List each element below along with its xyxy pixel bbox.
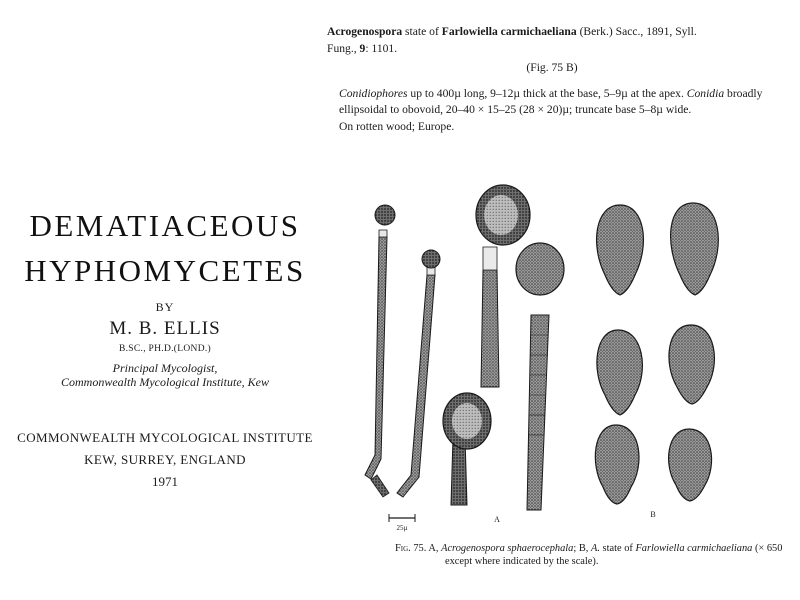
- habitat-text: On rotten wood; Europe.: [339, 119, 455, 133]
- caption-line1: [395, 542, 795, 555]
- conidium: [597, 205, 644, 295]
- heading-journal: Fung.,: [327, 41, 360, 55]
- conidiophore-a1: [365, 205, 395, 497]
- title-page: [0, 0, 330, 600]
- publisher-location: KEW, SURREY, ENGLAND: [84, 452, 246, 467]
- scale-bar: [389, 514, 415, 532]
- caption-magnification: (× 650: [752, 543, 783, 554]
- caption-line2: except where indicated by the scale).: [445, 556, 599, 567]
- scale-label: 25µ: [396, 524, 408, 532]
- publisher-name: COMMONWEALTH MYCOLOGICAL INSTITUTE: [17, 430, 313, 445]
- heading-species: Farlowiella carmichaeliana: [441, 25, 577, 38]
- species-description: [327, 24, 777, 135]
- caption-species-b: Farlowiella carmichaeliana: [635, 543, 753, 554]
- caption-species-b-genus: A.: [591, 543, 600, 554]
- caption-figure-number: Fig. 75.: [395, 543, 427, 554]
- book-title-line2: HYPHOMYCETES: [24, 253, 306, 288]
- conidium: [669, 325, 714, 404]
- species-heading: [327, 24, 777, 57]
- conidium: [597, 330, 643, 415]
- conidia-term: Conidia: [686, 86, 725, 100]
- conidiophores-text: up to 400µ long, 9–12µ thick at the base, 5–9µ at the apex.: [407, 86, 684, 100]
- figure-label-a: A: [494, 515, 500, 524]
- author-degrees: B.SC., PH.D.(LOND.): [119, 344, 211, 354]
- conidiophore-a2: [397, 250, 440, 497]
- figure-label-b: B: [650, 510, 656, 519]
- caption-part-a: A,: [426, 543, 442, 554]
- heading-volume: 9: [359, 41, 366, 55]
- author-role-line2: Commonwealth Mycological Institute, Kew: [61, 375, 269, 389]
- conidium: [595, 425, 639, 504]
- caption-part-b2: state of: [599, 543, 636, 554]
- conidia-paragraph: [327, 86, 777, 119]
- author-role-line1: Principal Mycologist,: [112, 361, 218, 375]
- caption-part-b: ; B,: [573, 543, 591, 554]
- book-title-line1: DEMATIACEOUS: [29, 208, 301, 243]
- figure-75-illustration: [345, 175, 785, 535]
- conidia-text: broadly ellipsoidal to obovoid, 20–40 × 15–25 (28 × 20)µ; truncate base 5–8µ wide.: [339, 86, 763, 116]
- by-line: BY: [155, 300, 175, 314]
- conidium: [671, 203, 719, 295]
- heading-authority: (Berk.) Sacc., 1891, Syll.: [576, 25, 697, 38]
- conidium: [669, 429, 712, 501]
- heading-genus: Acrogenospora: [327, 25, 403, 38]
- figure-caption: [395, 542, 795, 568]
- caption-species-a: Acrogenospora sphaerocephala: [441, 543, 574, 554]
- heading-page: : 1101.: [365, 41, 398, 55]
- figure-reference: (Fig. 75 B): [526, 61, 578, 74]
- conidiophore-a4: [516, 243, 564, 510]
- conidiophores-term: Conidiophores: [339, 86, 408, 100]
- conidia-b: [595, 203, 718, 504]
- heading-mid: state of: [402, 25, 442, 38]
- publication-year: 1971: [152, 474, 178, 489]
- author-name: M. B. ELLIS: [109, 318, 221, 339]
- conidiophore-a5: [443, 393, 491, 505]
